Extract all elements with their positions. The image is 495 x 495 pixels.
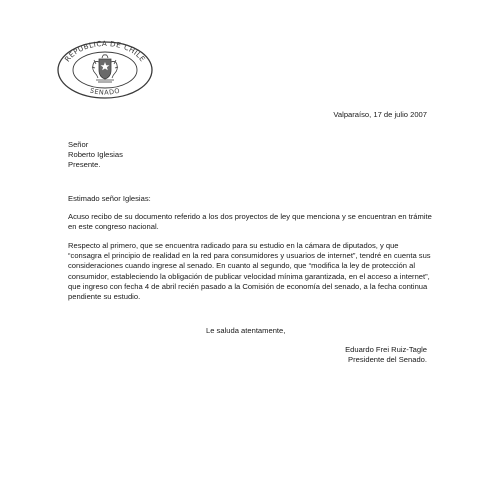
letter-date: Valparaíso, 17 de julio 2007 bbox=[333, 110, 427, 119]
svg-text:SENADO: SENADO bbox=[88, 86, 122, 97]
recipient-name: Roberto Iglesias bbox=[68, 150, 123, 160]
letter-closing: Le saluda atentamente, bbox=[206, 326, 286, 335]
body-paragraph-2: Respecto al primero, que se encuentra radicado para su estudio en la cámara de diputados, y que “consagra el principio de realidad en la red para consumidores y usuarios de internet”, tendré en cuenta sus consideraciones cuando ingrese al senado. En cuanto al segundo, que “modifica la ley de protección al consumidor, estableciendo la obligación de publicar velocidad mínima garantizada, en el acceso a internet”, que ingreso con fecha 4 de abril recién pasado a la Comisión de economía del senado, a la fecha continua pendiente su estudio. bbox=[68, 241, 431, 302]
recipient-salutation: Señor bbox=[68, 140, 89, 149]
signer-name: Eduardo Frei Ruiz-Tagle bbox=[345, 345, 427, 354]
recipient-address bbox=[68, 140, 123, 171]
coat-of-arms-icon bbox=[92, 55, 118, 82]
letter-greeting: Estimado señor Iglesias: bbox=[68, 194, 151, 203]
signature-block bbox=[345, 345, 427, 365]
signer-title: Presidente del Senado. bbox=[348, 355, 427, 365]
svg-text:REPUBLICA DE CHILE: REPUBLICA DE CHILE bbox=[62, 40, 148, 64]
senado-seal-logo bbox=[56, 40, 154, 100]
body-paragraph-1: Acuso recibo de su documento referido a los dos proyectos de ley que menciona y se encuentran en trámite en este congreso nacional. bbox=[68, 212, 432, 232]
recipient-presente: Presente. bbox=[68, 160, 101, 170]
